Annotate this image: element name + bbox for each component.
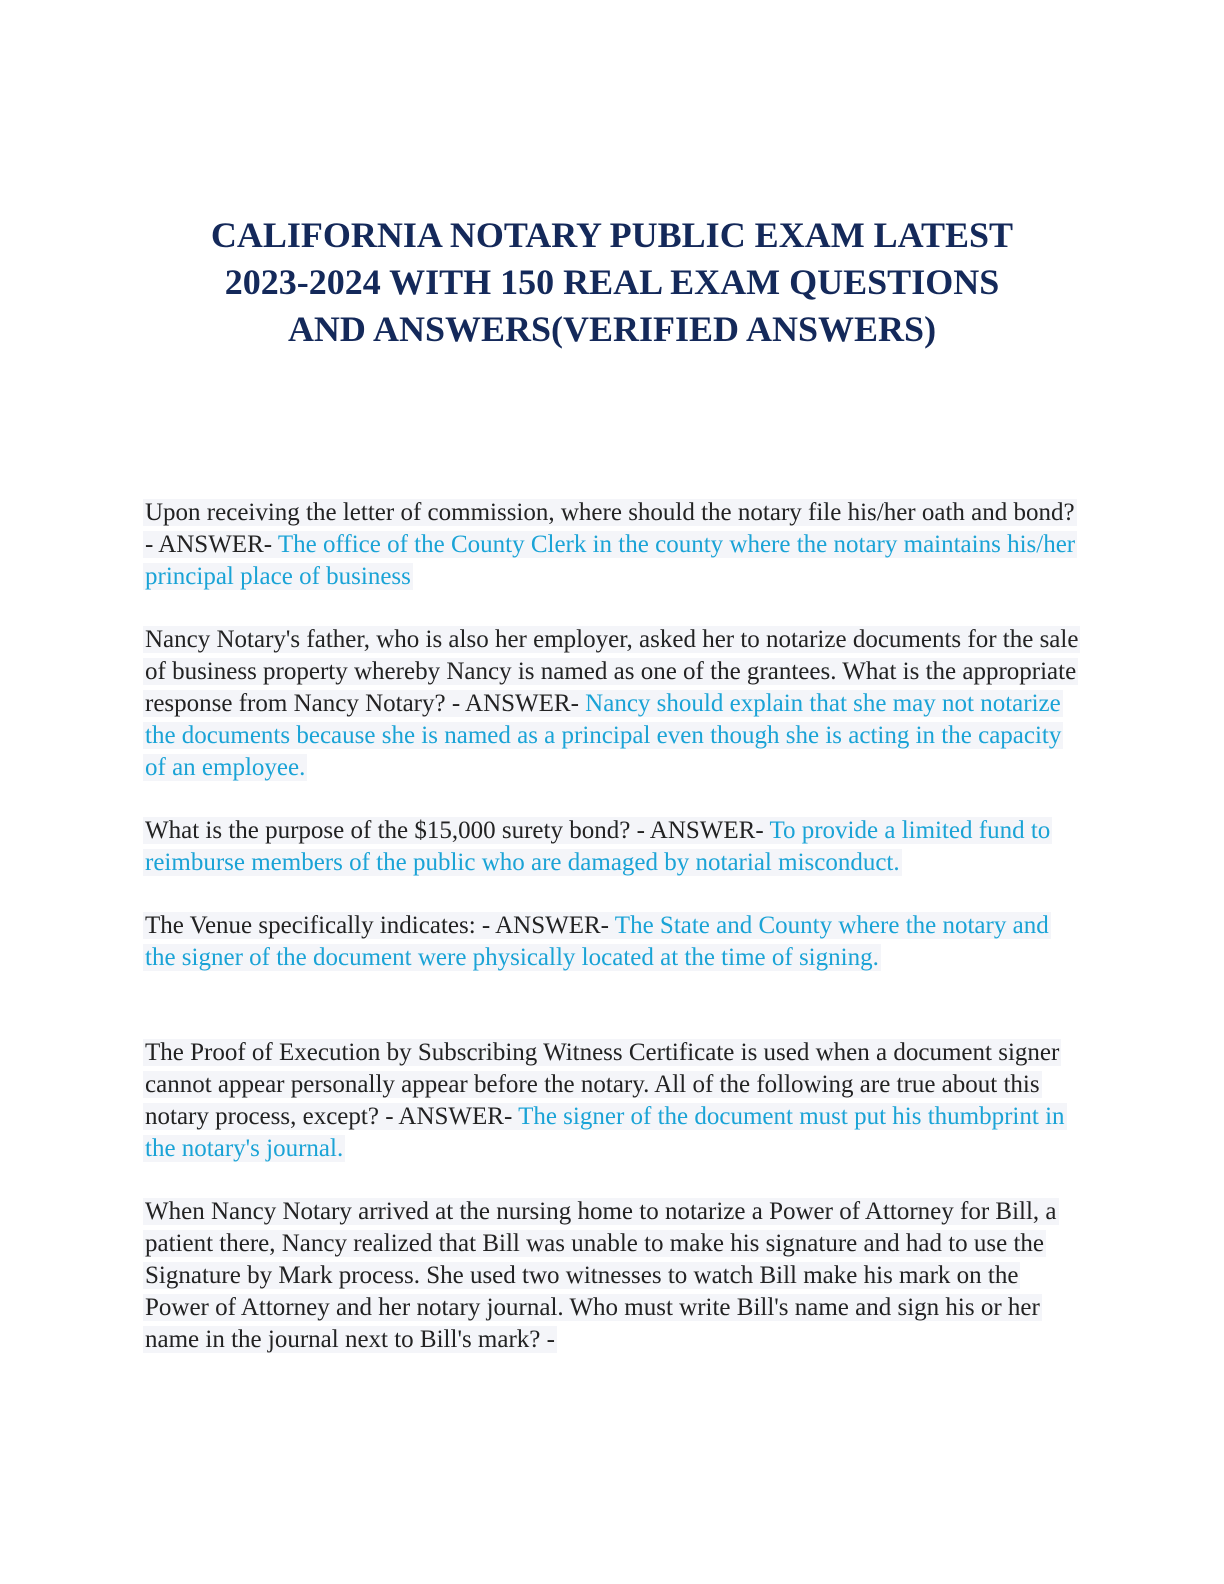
question-text: When Nancy Notary arrived at the nursing home to notarize a Power of Attorney for Bill, a patient there, Nancy realized that Bill was unable to make his signature and had to use the Signature by Mark process. She used two witnesses to watch Bill make his mark on the Power of Attorney and her notary journal. Who must write Bill's name and sign his or her name in the journal next to Bill's mark? [145,1198,1057,1353]
qa-list [143,497,1083,1356]
title-line-2: 2023-2024 WITH 150 REAL EXAM QUESTIONS [224,262,1000,302]
question-text: Nancy Notary's father, who is also her employer, asked her to notarize documents for the sale of business property whereby Nancy is named as one of the grantees. What is the appropriate response from Nancy Notary? [145,626,1079,717]
qa-item-5 [143,1037,1083,1165]
document-title [140,212,1084,353]
question-text: Upon receiving the letter of commission, where should the notary file his/her oath and bond? [145,499,1075,526]
question-text: The Venue specifically indicates: [145,912,476,939]
answer-text: The signer of the document must put his thumbprint in the notary's journal. [145,1103,1065,1162]
qa-item-2 [143,624,1083,784]
answer-separator: - ANSWER- [630,817,770,844]
answer-text: To provide a limited fund to reimburse members of the public who are damaged by notarial misconduct. [145,817,1051,876]
answer-separator: - ANSWER- [475,912,615,939]
answer-separator: - ANSWER- [445,690,586,717]
qa-item-1 [143,497,1083,593]
answer-text: Nancy should explain that she may not notarize the documents because she is named as a principal even though she is acting in the capacity of an employee. [145,690,1062,781]
qa-item-4 [143,910,1083,974]
title-line-1: CALIFORNIA NOTARY PUBLIC EXAM LATEST [210,215,1014,255]
answer-text: The office of the County Clerk in the county where the notary maintains his/her principal place of business [145,531,1076,590]
trailing-dash: - [540,1326,555,1353]
question-text: The Proof of Execution by Subscribing Witness Certificate is used when a document signer cannot appear personally appear before the notary. All of the following are true about this notary process, except? [145,1039,1060,1130]
answer-separator: - ANSWER- [378,1103,519,1130]
title-line-3: AND ANSWERS(VERIFIED ANSWERS) [287,309,937,349]
qa-item-3 [143,815,1083,879]
qa-item-6 [143,1196,1083,1356]
question-text: What is the purpose of the $15,000 surety bond? [145,817,631,844]
answer-separator: - ANSWER- [145,531,278,558]
answer-text: The State and County where the notary and the signer of the document were physically located at the time of signing. [145,912,1049,971]
